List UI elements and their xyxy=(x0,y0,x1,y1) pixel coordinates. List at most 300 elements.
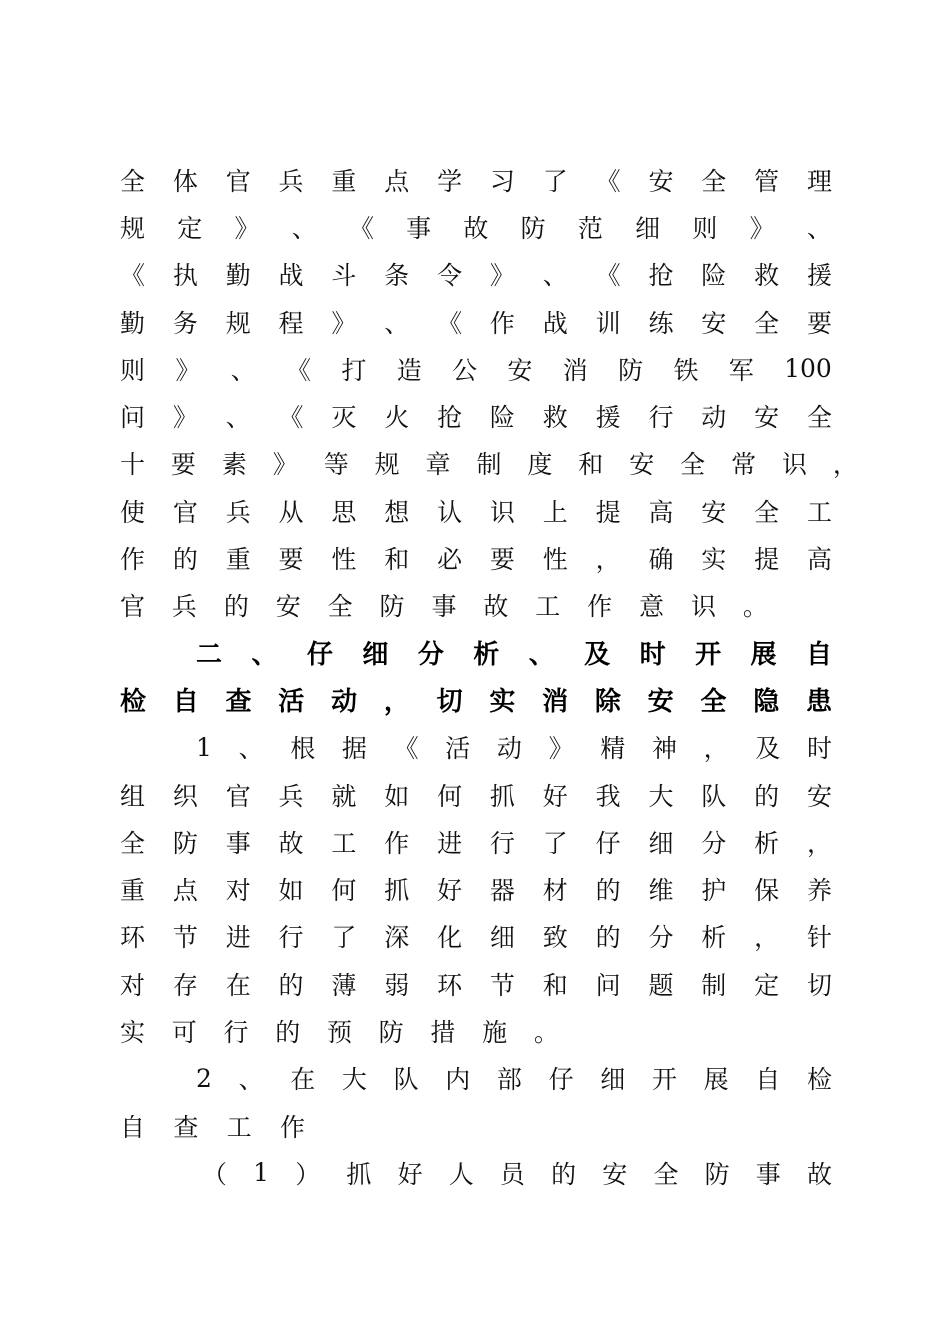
document-body xyxy=(120,156,858,1197)
paragraph-line xyxy=(120,534,832,581)
glyph: 1 xyxy=(196,732,212,762)
glyph: 自 xyxy=(120,1112,146,1142)
glyph: 实 xyxy=(120,1017,146,1047)
glyph: 救 xyxy=(542,403,568,433)
glyph: 规 xyxy=(374,450,400,480)
glyph: 》 xyxy=(172,403,198,433)
glyph: 务 xyxy=(172,308,198,338)
glyph: 兵 xyxy=(225,497,251,527)
glyph: 识 xyxy=(489,497,515,527)
glyph: 分 xyxy=(417,640,444,671)
glyph: 时 xyxy=(639,640,666,671)
glyph: 自 xyxy=(755,1065,781,1095)
section-heading-line xyxy=(120,629,832,676)
glyph: 问 xyxy=(120,403,146,433)
glyph: 器 xyxy=(489,876,515,906)
glyph: 、 xyxy=(238,734,264,764)
glyph: 性 xyxy=(542,545,568,575)
glyph: 自 xyxy=(805,640,832,671)
glyph: 认 xyxy=(437,497,463,527)
glyph: 大 xyxy=(341,1065,367,1095)
glyph: 要 xyxy=(170,450,196,480)
glyph: 防 xyxy=(172,828,198,858)
glyph: 员 xyxy=(499,1159,525,1189)
section-line xyxy=(120,1149,832,1196)
glyph: 安 xyxy=(507,355,533,385)
glyph: 何 xyxy=(331,876,357,906)
glyph: 切 xyxy=(806,970,832,1000)
glyph: 就 xyxy=(331,781,357,811)
glyph: 1 xyxy=(253,1158,270,1188)
section-line xyxy=(120,724,832,771)
glyph: 对 xyxy=(225,876,251,906)
glyph: （ xyxy=(202,1159,228,1189)
glyph: 性 xyxy=(331,545,357,575)
glyph: 及 xyxy=(584,640,611,671)
glyph: 抓 xyxy=(489,781,515,811)
glyph: 的 xyxy=(595,876,621,906)
glyph: 细 xyxy=(362,640,389,671)
glyph: 部 xyxy=(496,1065,522,1095)
glyph: 了 xyxy=(331,923,357,953)
glyph: 、 xyxy=(542,261,568,291)
glyph: 勤 xyxy=(120,308,146,338)
paragraph-line xyxy=(120,156,832,203)
section-line xyxy=(120,771,832,818)
paragraph-line xyxy=(120,392,832,439)
glyph: 作 xyxy=(279,1112,305,1142)
glyph: 行 xyxy=(648,403,674,433)
glyph: 的 xyxy=(595,923,621,953)
glyph: 仔 xyxy=(595,828,621,858)
glyph: 细 xyxy=(489,923,515,953)
glyph: 官 xyxy=(225,781,251,811)
glyph: 安 xyxy=(629,450,655,480)
glyph: 事 xyxy=(431,592,457,622)
glyph: 故 xyxy=(463,213,489,243)
glyph: 、 xyxy=(251,640,278,671)
glyph: 理 xyxy=(806,166,832,196)
glyph: 体 xyxy=(172,166,198,196)
glyph: 《 xyxy=(595,166,621,196)
paragraph-line xyxy=(120,251,832,298)
glyph: 制 xyxy=(701,970,727,1000)
glyph: 》 xyxy=(331,308,357,338)
glyph: 重 xyxy=(331,166,357,196)
glyph: 好 xyxy=(397,1159,423,1189)
glyph: 抢 xyxy=(437,403,463,433)
glyph: 作 xyxy=(587,592,613,622)
glyph: 展 xyxy=(750,640,777,671)
glyph: 练 xyxy=(648,308,674,338)
glyph: 战 xyxy=(278,261,304,291)
glyph: 故 xyxy=(278,828,304,858)
glyph: 自 xyxy=(172,687,199,718)
glyph: 想 xyxy=(384,497,410,527)
glyph: 100 xyxy=(784,354,832,384)
glyph: 》 xyxy=(548,734,574,764)
glyph: 使 xyxy=(120,497,146,527)
glyph: 重 xyxy=(120,876,146,906)
glyph: 何 xyxy=(437,781,463,811)
glyph: 防 xyxy=(618,355,644,385)
glyph: 患 xyxy=(805,687,832,718)
glyph: 弱 xyxy=(384,970,410,1000)
glyph: 内 xyxy=(445,1065,471,1095)
glyph: 隐 xyxy=(753,687,780,718)
glyph: 问 xyxy=(595,970,621,1000)
glyph: 织 xyxy=(172,781,198,811)
glyph: 故 xyxy=(483,592,509,622)
glyph: 切 xyxy=(436,687,463,718)
glyph: 识 xyxy=(690,592,716,622)
glyph: 《 xyxy=(437,308,463,338)
glyph: 细 xyxy=(635,213,661,243)
glyph: 进 xyxy=(225,923,251,953)
glyph: 、 xyxy=(238,1065,264,1095)
glyph: 《 xyxy=(595,261,621,291)
glyph: 、 xyxy=(225,403,251,433)
glyph: 常 xyxy=(731,450,757,480)
glyph: 析 xyxy=(701,923,727,953)
glyph: 程 xyxy=(278,308,304,338)
glyph: 了 xyxy=(542,166,568,196)
glyph: 消 xyxy=(542,687,569,718)
glyph: 开 xyxy=(695,640,722,671)
glyph: 事 xyxy=(225,828,251,858)
glyph: 检 xyxy=(806,1065,832,1095)
glyph: 仔 xyxy=(548,1065,574,1095)
glyph: 防 xyxy=(379,592,405,622)
glyph: 执 xyxy=(172,261,198,291)
glyph: 兵 xyxy=(278,781,304,811)
glyph: 如 xyxy=(384,781,410,811)
glyph: 2 xyxy=(196,1063,212,1093)
glyph: 《 xyxy=(120,261,146,291)
glyph: 好 xyxy=(542,781,568,811)
glyph: 分 xyxy=(648,923,674,953)
glyph: 管 xyxy=(754,166,780,196)
glyph: 动 xyxy=(496,734,522,764)
glyph: 动 xyxy=(331,687,358,718)
glyph: 识 xyxy=(781,450,807,480)
glyph: 事 xyxy=(406,213,432,243)
glyph: 人 xyxy=(448,1159,474,1189)
glyph: 灭 xyxy=(331,403,357,433)
glyph: 组 xyxy=(120,781,146,811)
glyph: 的 xyxy=(223,592,249,622)
glyph: 活 xyxy=(278,687,305,718)
glyph: 点 xyxy=(172,876,198,906)
paragraph-line xyxy=(120,487,832,534)
glyph: 章 xyxy=(425,450,451,480)
glyph: 官 xyxy=(120,592,146,622)
glyph: ， xyxy=(703,734,729,764)
glyph: 全 xyxy=(701,166,727,196)
glyph: 及 xyxy=(755,734,781,764)
glyph: 范 xyxy=(577,213,603,243)
glyph: 薄 xyxy=(331,970,357,1000)
glyph: 高 xyxy=(648,497,674,527)
glyph: 抓 xyxy=(346,1159,372,1189)
glyph: 兵 xyxy=(171,592,197,622)
glyph: 、 xyxy=(806,213,832,243)
glyph: 消 xyxy=(562,355,588,385)
glyph: 分 xyxy=(701,828,727,858)
glyph: 援 xyxy=(595,403,621,433)
glyph: 提 xyxy=(595,497,621,527)
glyph: 神 xyxy=(651,734,677,764)
glyph: 打 xyxy=(341,355,367,385)
glyph: 、 xyxy=(291,213,317,243)
glyph: 了 xyxy=(542,828,568,858)
glyph: 作 xyxy=(384,828,410,858)
glyph: 行 xyxy=(489,828,515,858)
glyph: 《 xyxy=(393,734,419,764)
paragraph-line xyxy=(120,345,832,392)
section-line xyxy=(120,1102,305,1149)
glyph: 和 xyxy=(542,970,568,1000)
paragraph-line xyxy=(120,440,858,487)
glyph: 上 xyxy=(542,497,568,527)
glyph: 官 xyxy=(172,497,198,527)
glyph: 环 xyxy=(437,970,463,1000)
glyph: 活 xyxy=(445,734,471,764)
glyph: 斗 xyxy=(331,261,357,291)
glyph: 提 xyxy=(754,545,780,575)
glyph: 》 xyxy=(175,355,201,385)
glyph: 致 xyxy=(542,923,568,953)
glyph: ， xyxy=(806,828,832,858)
glyph: 保 xyxy=(754,876,780,906)
glyph: 》 xyxy=(749,213,775,243)
glyph: ， xyxy=(383,687,410,718)
glyph: 定 xyxy=(754,970,780,1000)
glyph: 事 xyxy=(755,1159,781,1189)
glyph: 针 xyxy=(806,923,832,953)
glyph: 安 xyxy=(648,166,674,196)
glyph: 队 xyxy=(393,1065,419,1095)
glyph: 析 xyxy=(473,640,500,671)
glyph: 全 xyxy=(120,828,146,858)
glyph: 全 xyxy=(653,1159,679,1189)
glyph: 精 xyxy=(600,734,626,764)
paragraph-line xyxy=(120,203,832,250)
glyph: 在 xyxy=(225,970,251,1000)
glyph: 铁 xyxy=(673,355,699,385)
glyph: 全 xyxy=(120,166,146,196)
glyph: 队 xyxy=(701,781,727,811)
glyph: 从 xyxy=(278,497,304,527)
glyph: 开 xyxy=(651,1065,677,1095)
glyph: ， xyxy=(832,450,858,480)
glyph: 的 xyxy=(551,1159,577,1189)
glyph: 工 xyxy=(331,828,357,858)
glyph: 的 xyxy=(754,781,780,811)
glyph: 深 xyxy=(384,923,410,953)
glyph: 细 xyxy=(648,828,674,858)
section-line xyxy=(120,960,832,1007)
paragraph-line xyxy=(120,298,832,345)
glyph: 造 xyxy=(396,355,422,385)
glyph: 度 xyxy=(527,450,553,480)
glyph: 动 xyxy=(701,403,727,433)
glyph: 公 xyxy=(452,355,478,385)
glyph: 防 xyxy=(378,1017,404,1047)
glyph: 据 xyxy=(341,734,367,764)
section-line xyxy=(120,818,832,865)
glyph: 工 xyxy=(535,592,561,622)
glyph: 全 xyxy=(680,450,706,480)
glyph: ， xyxy=(595,545,621,575)
glyph: 抢 xyxy=(648,261,674,291)
glyph: 高 xyxy=(806,545,832,575)
glyph: 全 xyxy=(754,497,780,527)
glyph: 《 xyxy=(278,403,304,433)
glyph: 细 xyxy=(600,1065,626,1095)
glyph: 查 xyxy=(225,687,252,718)
glyph: 进 xyxy=(437,828,463,858)
glyph: 官 xyxy=(225,166,251,196)
glyph: 题 xyxy=(648,970,674,1000)
glyph: 大 xyxy=(648,781,674,811)
glyph: 实 xyxy=(489,687,516,718)
glyph: 援 xyxy=(806,261,832,291)
glyph: 护 xyxy=(701,876,727,906)
glyph: 预 xyxy=(326,1017,352,1047)
glyph: 救 xyxy=(754,261,780,291)
glyph: 确 xyxy=(648,545,674,575)
glyph: 险 xyxy=(489,403,515,433)
glyph: 》 xyxy=(272,450,298,480)
glyph: 思 xyxy=(331,497,357,527)
glyph: 习 xyxy=(489,166,515,196)
glyph: 如 xyxy=(278,876,304,906)
paragraph-line xyxy=(120,582,768,629)
glyph: 检 xyxy=(120,687,147,718)
glyph: 环 xyxy=(120,923,146,953)
glyph: 二 xyxy=(196,640,223,671)
glyph: 安 xyxy=(602,1159,628,1189)
glyph: 全 xyxy=(700,687,727,718)
glyph: 制 xyxy=(476,450,502,480)
glyph: 故 xyxy=(806,1159,832,1189)
glyph: 》 xyxy=(489,261,515,291)
glyph: 节 xyxy=(489,970,515,1000)
glyph: 则 xyxy=(120,355,146,385)
glyph: 安 xyxy=(275,592,301,622)
glyph: 》 xyxy=(234,213,260,243)
glyph: 《 xyxy=(348,213,374,243)
glyph: 安 xyxy=(701,497,727,527)
glyph: 的 xyxy=(278,970,304,1000)
glyph: 材 xyxy=(542,876,568,906)
glyph: 作 xyxy=(489,308,515,338)
glyph: 。 xyxy=(742,592,768,622)
glyph: 令 xyxy=(437,261,463,291)
glyph: 军 xyxy=(728,355,754,385)
glyph: 点 xyxy=(384,166,410,196)
glyph: 勤 xyxy=(225,261,251,291)
glyph: 全 xyxy=(754,308,780,338)
glyph: 好 xyxy=(437,876,463,906)
glyph: 安 xyxy=(754,403,780,433)
glyph: 、 xyxy=(528,640,555,671)
glyph: 重 xyxy=(225,545,251,575)
glyph: 要 xyxy=(489,545,515,575)
glyph: 十 xyxy=(120,450,146,480)
glyph: 仔 xyxy=(306,640,333,671)
glyph: 除 xyxy=(594,687,621,718)
glyph: ， xyxy=(754,923,780,953)
glyph: 查 xyxy=(173,1112,199,1142)
glyph: 《 xyxy=(286,355,312,385)
glyph: 全 xyxy=(327,592,353,622)
glyph: 全 xyxy=(806,403,832,433)
glyph: 意 xyxy=(639,592,665,622)
glyph: 展 xyxy=(703,1065,729,1095)
glyph: 维 xyxy=(648,876,674,906)
section-line xyxy=(120,865,832,912)
glyph: 可 xyxy=(171,1017,197,1047)
glyph: 安 xyxy=(647,687,674,718)
glyph: 行 xyxy=(278,923,304,953)
glyph: 安 xyxy=(806,781,832,811)
glyph: 析 xyxy=(754,828,780,858)
glyph: 防 xyxy=(520,213,546,243)
glyph: 。 xyxy=(533,1017,559,1047)
glyph: 火 xyxy=(384,403,410,433)
glyph: 作 xyxy=(120,545,146,575)
glyph: 的 xyxy=(275,1017,301,1047)
glyph: 抓 xyxy=(384,876,410,906)
glyph: 险 xyxy=(701,261,727,291)
glyph: 施 xyxy=(482,1017,508,1047)
glyph: 定 xyxy=(177,213,203,243)
glyph: 必 xyxy=(437,545,463,575)
glyph: 兵 xyxy=(278,166,304,196)
glyph: 节 xyxy=(172,923,198,953)
glyph: 在 xyxy=(290,1065,316,1095)
glyph: 则 xyxy=(692,213,718,243)
glyph: 对 xyxy=(120,970,146,1000)
glyph: 条 xyxy=(384,261,410,291)
section-line xyxy=(120,1055,832,1102)
section-heading-line xyxy=(120,676,832,723)
glyph: 存 xyxy=(172,970,198,1000)
glyph: 、 xyxy=(230,355,256,385)
glyph: 的 xyxy=(172,545,198,575)
glyph: 素 xyxy=(221,450,247,480)
glyph: 等 xyxy=(323,450,349,480)
glyph: 安 xyxy=(701,308,727,338)
glyph: 我 xyxy=(595,781,621,811)
section-line xyxy=(120,913,832,960)
glyph: ） xyxy=(295,1159,321,1189)
glyph: 规 xyxy=(120,213,146,243)
glyph: 时 xyxy=(806,734,832,764)
glyph: 、 xyxy=(384,308,410,338)
glyph: 规 xyxy=(225,308,251,338)
glyph: 措 xyxy=(430,1017,456,1047)
glyph: 根 xyxy=(290,734,316,764)
glyph: 工 xyxy=(226,1112,252,1142)
glyph: 战 xyxy=(542,308,568,338)
glyph: 实 xyxy=(701,545,727,575)
glyph: 学 xyxy=(437,166,463,196)
glyph: 行 xyxy=(223,1017,249,1047)
glyph: 要 xyxy=(806,308,832,338)
